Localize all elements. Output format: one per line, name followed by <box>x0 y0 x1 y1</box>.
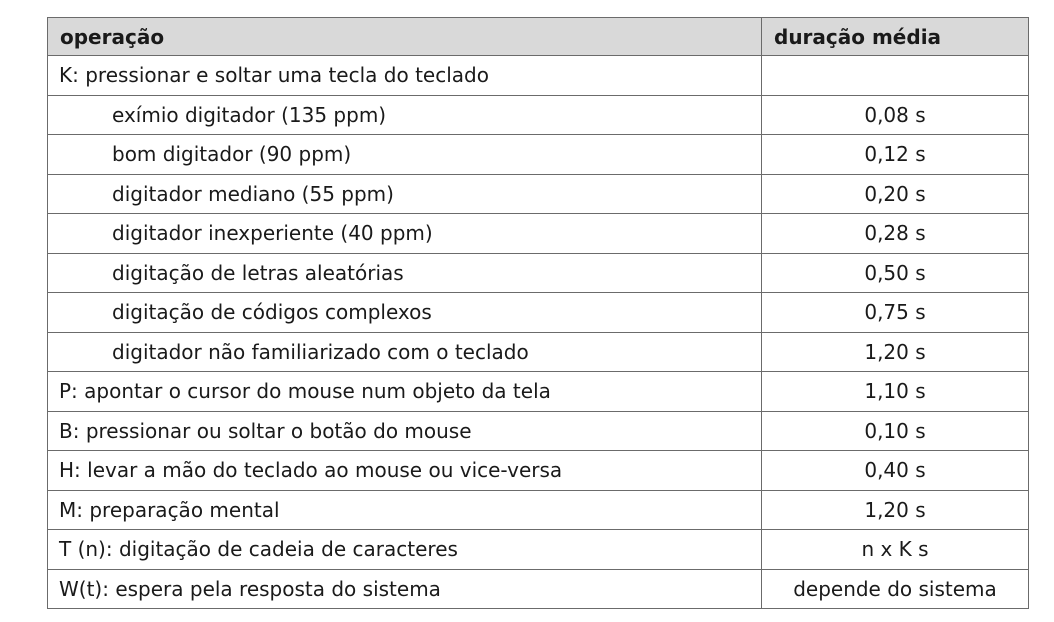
operation-cell: H: levar a mão do teclado ao mouse ou vice-versa <box>48 451 762 491</box>
duration-cell: depende do sistema <box>762 569 1029 609</box>
operation-cell: digitador não familiarizado com o teclado <box>48 332 762 372</box>
header-operation: operação <box>48 18 762 56</box>
operation-cell: digitador mediano (55 ppm) <box>48 174 762 214</box>
operation-cell: digitação de códigos complexos <box>48 293 762 333</box>
duration-cell: n x K s <box>762 530 1029 570</box>
operation-cell: exímio digitador (135 ppm) <box>48 95 762 135</box>
table-row <box>48 451 1029 491</box>
operation-cell: T (n): digitação de cadeia de caracteres <box>48 530 762 570</box>
table-header-row <box>48 18 1029 56</box>
table-row <box>48 95 1029 135</box>
table-row <box>48 490 1029 530</box>
operation-cell: P: apontar o cursor do mouse num objeto da tela <box>48 372 762 412</box>
duration-cell: 0,08 s <box>762 95 1029 135</box>
header-average-duration: duração média <box>762 18 1029 56</box>
operation-cell: B: pressionar ou soltar o botão do mouse <box>48 411 762 451</box>
duration-cell: 1,20 s <box>762 332 1029 372</box>
table-row <box>48 332 1029 372</box>
table-body <box>48 56 1029 609</box>
table-row <box>48 569 1029 609</box>
operation-cell: digitação de letras aleatórias <box>48 253 762 293</box>
duration-cell: 0,75 s <box>762 293 1029 333</box>
duration-cell <box>762 56 1029 96</box>
operation-cell: W(t): espera pela resposta do sistema <box>48 569 762 609</box>
duration-cell: 0,12 s <box>762 135 1029 175</box>
duration-cell: 1,10 s <box>762 372 1029 412</box>
operation-cell: bom digitador (90 ppm) <box>48 135 762 175</box>
operation-cell: K: pressionar e soltar uma tecla do teclado <box>48 56 762 96</box>
duration-cell: 0,20 s <box>762 174 1029 214</box>
table-row <box>48 293 1029 333</box>
table-row <box>48 214 1029 254</box>
table-row <box>48 411 1029 451</box>
table-row <box>48 174 1029 214</box>
table-row <box>48 135 1029 175</box>
klm-operations-table-container <box>47 17 1028 609</box>
operation-cell: digitador inexperiente (40 ppm) <box>48 214 762 254</box>
operation-cell: M: preparação mental <box>48 490 762 530</box>
duration-cell: 1,20 s <box>762 490 1029 530</box>
duration-cell: 0,28 s <box>762 214 1029 254</box>
duration-cell: 0,10 s <box>762 411 1029 451</box>
klm-operations-table <box>47 17 1029 609</box>
duration-cell: 0,40 s <box>762 451 1029 491</box>
table-row <box>48 253 1029 293</box>
table-row <box>48 372 1029 412</box>
duration-cell: 0,50 s <box>762 253 1029 293</box>
table-row <box>48 56 1029 96</box>
table-row <box>48 530 1029 570</box>
